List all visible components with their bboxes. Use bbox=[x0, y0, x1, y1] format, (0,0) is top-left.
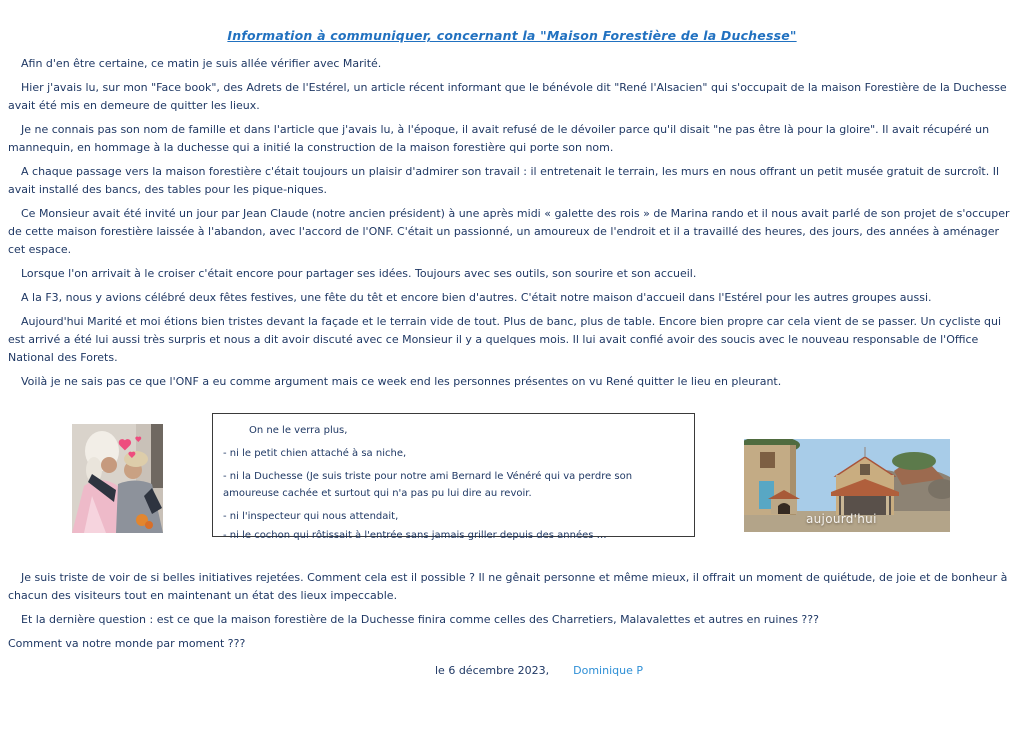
box-line: - ni la Duchesse (Je suis triste pour notre ami Bernard le Vénéré qui va perdre son amoureuse cachée et surtout qui n'a pas pu lui dire au revoir. bbox=[223, 471, 633, 499]
memorial-box bbox=[212, 413, 695, 541]
box-line: On ne le verra plus, bbox=[249, 425, 348, 436]
paragraph: Comment va notre monde par moment ??? bbox=[8, 637, 246, 650]
photo-duchess-mannequin-hug bbox=[72, 424, 163, 533]
paragraph: Lorsque l'on arrivait à le croiser c'était encore pour partager ses idées. Toujours avec ses outils, son sourire et son accueil. bbox=[21, 267, 697, 280]
photo-duchess-illustration bbox=[72, 424, 163, 533]
paragraph: Ce Monsieur avait été invité un jour par Jean Claude (notre ancien président) à une après midi « galette des rois » de Marina rando et il nous avait parlé de son projet de s'occuper de cette maison forestière laissée à l'abandon, avec l'accord de l'ONF. C'était un passionné, un amoureux de l'endroit et il a travaillé des heures, des jours, des années à aménager cet espace. bbox=[8, 207, 1010, 256]
page-title: Information à communiquer, concernant la "Maison Forestière de la Duchesse" bbox=[227, 28, 797, 43]
photo-forest-house-today bbox=[744, 439, 950, 532]
paragraph: Et la dernière question : est ce que la maison forestière de la Duchesse finira comme celles des Charretiers, Malavalettes et autres en ruines ??? bbox=[21, 613, 819, 626]
author-name: Dominique P bbox=[573, 664, 643, 677]
box-line: - ni l'inspecteur qui nous attendait, bbox=[223, 511, 399, 522]
paragraph: Voilà je ne sais pas ce que l'ONF a eu comme argument mais ce week end les personnes présentes on vu René quitter le lieu en pleurant. bbox=[21, 375, 782, 388]
paragraph: Je ne connais pas son nom de famille et dans l'article que j'avais lu, à l'époque, il avait refusé de le dévoiler parce qu'il disait "ne pas être là pour la gloire". Il avait récupéré un mannequin, en hommage à la duchesse qui a initié la construction de la maison forestière qui porte son nom. bbox=[8, 123, 990, 154]
box-line: - ni le petit chien attaché à sa niche, bbox=[223, 448, 407, 459]
date-text: le 6 décembre 2023, bbox=[435, 664, 550, 677]
media-strip bbox=[8, 413, 1016, 539]
paragraph: A la F3, nous y avions célébré deux fêtes festives, une fête du têt et encore bien d'autres. C'était notre maison d'accueil dans l'Estérel pour les autres groupes aussi. bbox=[21, 291, 932, 304]
photo-caption-overlay: aujourd'hui bbox=[806, 512, 877, 526]
paragraph: Afin d'en être certaine, ce matin je suis allée vérifier avec Marité. bbox=[21, 57, 382, 70]
paragraph: Je suis triste de voir de si belles initiatives rejetées. Comment cela est il possible ? Il ne gênait personne et même mieux, il offrait un moment de quiétude, de joie et de bonheur à chacun des visiteurs tout en maintenant un état des lieux impeccable. bbox=[8, 571, 1008, 602]
document-page bbox=[0, 28, 1024, 680]
box-line: - ni le cochon qui rôtissait à l'entrée sans jamais griller depuis des années … bbox=[223, 530, 607, 541]
date-line bbox=[8, 662, 1016, 680]
paragraph: A chaque passage vers la maison forestière c'était toujours un plaisir d'admirer son travail : il entretenait le terrain, les murs en nous offrant un petit musée gratuit de surcroît. Il avait installé des bancs, des tables pour les pique-niques. bbox=[8, 165, 1000, 196]
paragraph: Hier j'avais lu, sur mon "Face book", des Adrets de l'Estérel, un article récent informant que le bénévole dit "René l'Alsacien" qui s'occupait de la maison Forestière de la Duchesse avait été mis en demeure de quitter les lieux. bbox=[8, 81, 1007, 112]
paragraph: Aujourd'hui Marité et moi étions bien tristes devant la façade et le terrain vide de tout. Plus de banc, plus de table. Encore bien propre car cela vient de se passer. Un cycliste qui est arrivé a été lui aussi très surpris et nous a dit avoir discuté avec ce Monsieur il y a quelques mois. Il lui avait confié avoir des soucis avec le nouveau responsable de l'Office National des Forets. bbox=[8, 315, 1002, 364]
